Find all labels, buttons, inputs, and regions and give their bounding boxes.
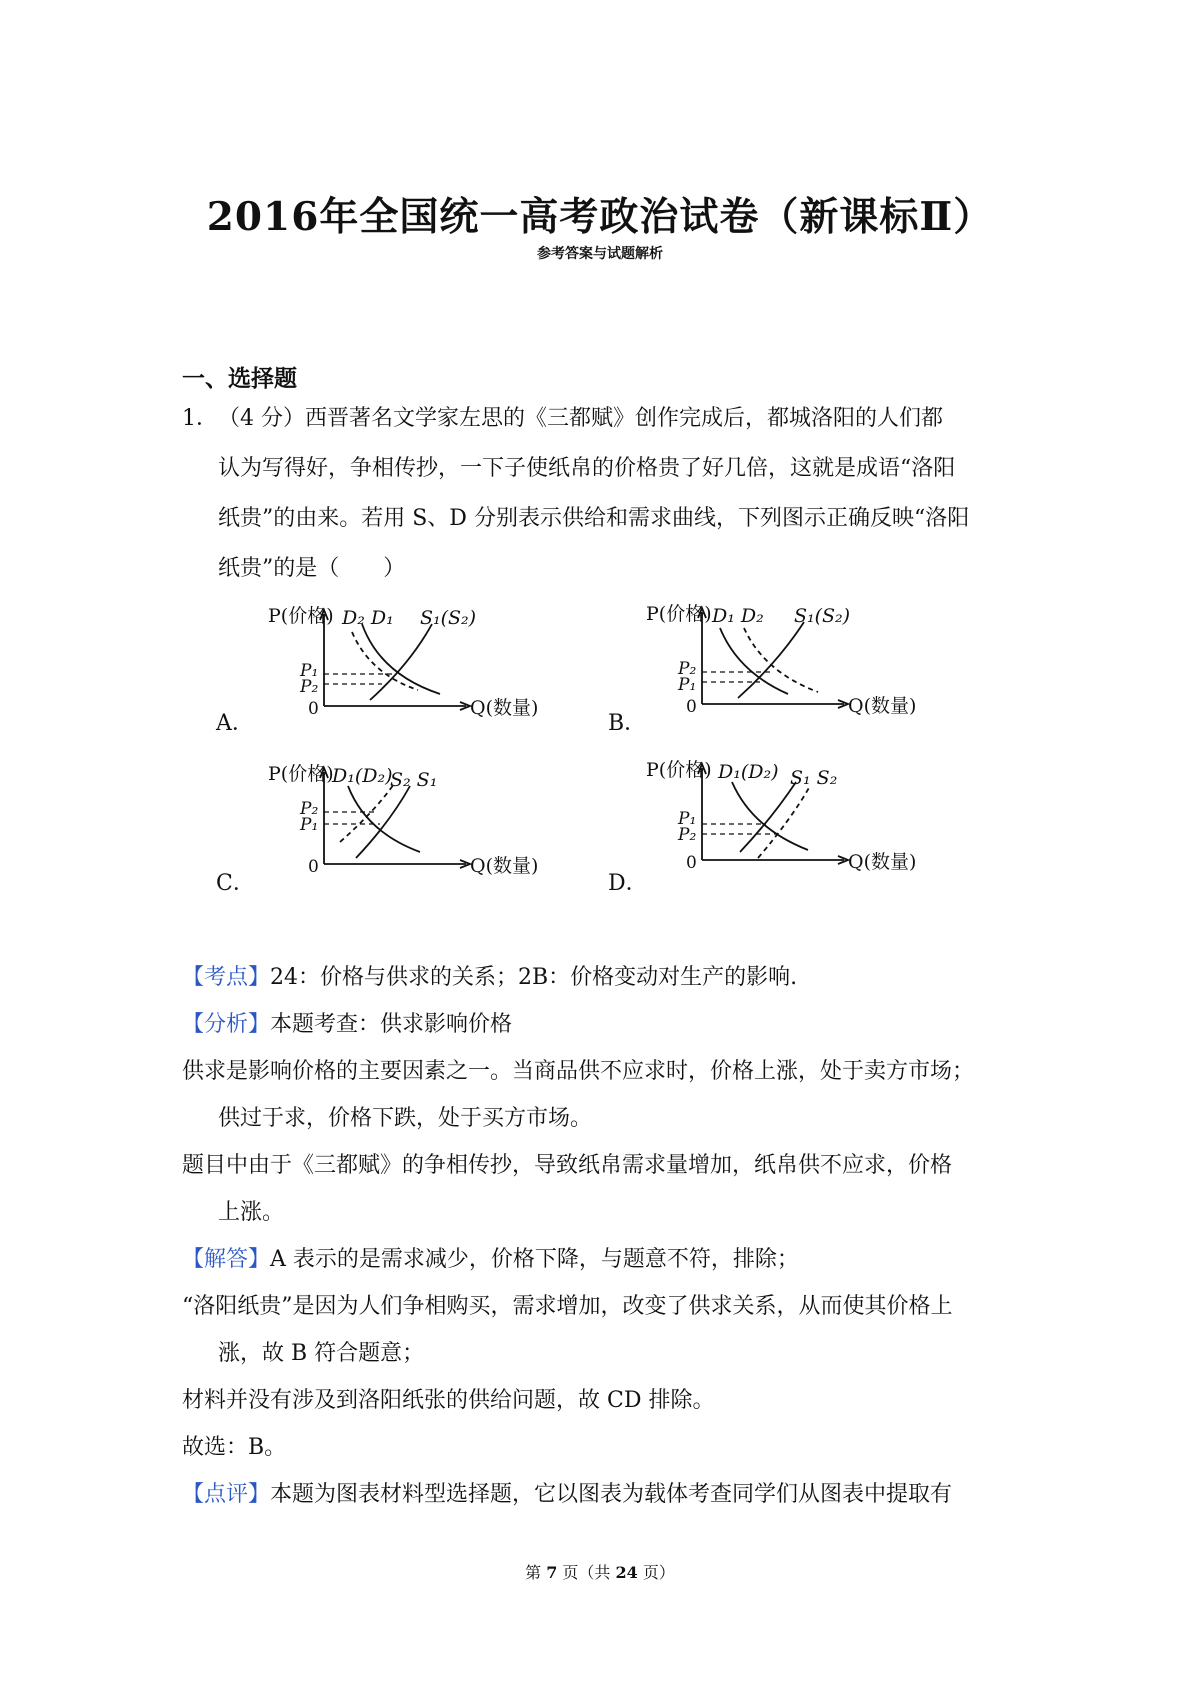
x-axis-label: Q(数量)	[470, 855, 539, 877]
graph-c	[270, 762, 560, 882]
origin-label: 0	[686, 853, 697, 873]
footer-total-pages: 24	[615, 1563, 638, 1582]
answer-p4: 材料并没有涉及到洛阳纸张的供给问题，故 CD 排除。	[182, 1388, 715, 1413]
price-label-top: P₁	[678, 809, 697, 829]
origin-label: 0	[686, 697, 697, 717]
footer-suffix: 页）	[637, 1563, 675, 1582]
supply-labels: S₁ S₂	[790, 767, 838, 789]
origin-label: 0	[308, 857, 319, 877]
footer-prefix: 第	[525, 1563, 547, 1582]
price-label-bottom: P₂	[678, 825, 697, 845]
demand-labels: D₁ D₂	[712, 605, 764, 627]
kaodian-tag: 【考点】	[182, 965, 271, 990]
price-label-bottom: P₁	[678, 675, 697, 695]
price-label-top: P₂	[300, 799, 319, 819]
option-b-label: B．	[608, 711, 647, 736]
option-a-label: A．	[216, 711, 254, 736]
kaodian-text: 24：价格与供求的关系；2B：价格变动对生产的影响.	[270, 965, 798, 990]
y-axis-label: P(价格)	[646, 603, 712, 625]
page-title: 2016年全国统一高考政治试卷（新课标Ⅱ）	[206, 194, 994, 240]
dianping-tag: 【点评】	[182, 1482, 271, 1507]
fenxi-text: 本题考查：供求影响价格	[270, 1012, 513, 1037]
x-axis-label: Q(数量)	[470, 697, 539, 719]
graph-d	[648, 758, 938, 878]
page-footer	[0, 1560, 1200, 1583]
analysis-p2-line1: 题目中由于《三都赋》的争相传抄，导致纸帛需求量增加，纸帛供不应求，价格	[182, 1153, 953, 1178]
origin-label: 0	[308, 699, 319, 719]
dianping-line	[182, 1480, 952, 1510]
question-line-3: 纸贵”的由来。若用 S、D 分别表示供给和需求曲线，下列图示正确反映“洛阳	[218, 506, 970, 531]
fenxi-line	[182, 1010, 512, 1040]
question-line-2: 认为写得好，争相传抄，一下子使纸帛的价格贵了好几倍，这就是成语“洛阳	[218, 456, 956, 481]
demand-labels: D₂ D₁	[342, 607, 394, 629]
analysis-p1-line2: 供过于求，价格下跌，处于买方市场。	[218, 1106, 593, 1131]
section-heading: 一、选择题	[182, 365, 297, 392]
answer-p3-line2: 涨，故 B 符合题意；	[218, 1341, 425, 1366]
supply-labels: S₁(S₂)	[420, 607, 477, 629]
supply-labels: S₁(S₂)	[794, 605, 851, 627]
footer-mid: 页（共	[557, 1563, 616, 1582]
analysis-p1-line1: 供求是影响价格的主要因素之一。当商品供不应求时，价格上涨，处于卖方市场；	[182, 1059, 975, 1084]
answer-p5: 故选：B。	[182, 1435, 287, 1460]
y-axis-label: P(价格)	[268, 763, 334, 785]
footer-page-number: 7	[546, 1563, 558, 1582]
graph-b	[648, 602, 938, 722]
jieda-text: A 表示的是需求减少，价格下降，与题意不符，排除；	[270, 1247, 799, 1272]
price-label-top: P₂	[678, 659, 697, 679]
question-number: 1．	[182, 406, 218, 431]
page-subtitle: 参考答案与试题解析	[537, 246, 663, 262]
x-axis-label: Q(数量)	[848, 695, 917, 717]
question-line-4: 纸贵”的是（ ）	[218, 556, 406, 581]
y-axis-label: P(价格)	[268, 605, 334, 627]
jieda-line	[182, 1245, 799, 1275]
analysis-p2-line2: 上涨。	[218, 1200, 285, 1225]
price-label-top: P₁	[300, 661, 319, 681]
demand-labels: D₁(D₂)	[332, 765, 393, 787]
option-d-label: D．	[608, 871, 648, 896]
x-axis-label: Q(数量)	[848, 851, 917, 873]
fenxi-tag: 【分析】	[182, 1012, 271, 1037]
price-label-bottom: P₂	[300, 677, 319, 697]
dianping-text: 本题为图表材料型选择题，它以图表为载体考查同学们从图表中提取有	[270, 1482, 953, 1507]
y-axis-label: P(价格)	[646, 759, 712, 781]
answer-p3-line1: “洛阳纸贵”是因为人们争相购买，需求增加，改变了供求关系，从而使其价格上	[182, 1294, 953, 1319]
supply-labels: S₂ S₁	[390, 769, 438, 791]
question-line-1: （4 分）西晋著名文学家左思的《三都赋》创作完成后，都城洛阳的人们都	[218, 406, 943, 431]
graph-a	[270, 604, 560, 724]
price-label-bottom: P₁	[300, 815, 319, 835]
jieda-tag: 【解答】	[182, 1247, 271, 1272]
option-c-label: C．	[216, 871, 255, 896]
demand-labels: D₁(D₂)	[718, 761, 779, 783]
kaodian-line	[182, 963, 797, 993]
